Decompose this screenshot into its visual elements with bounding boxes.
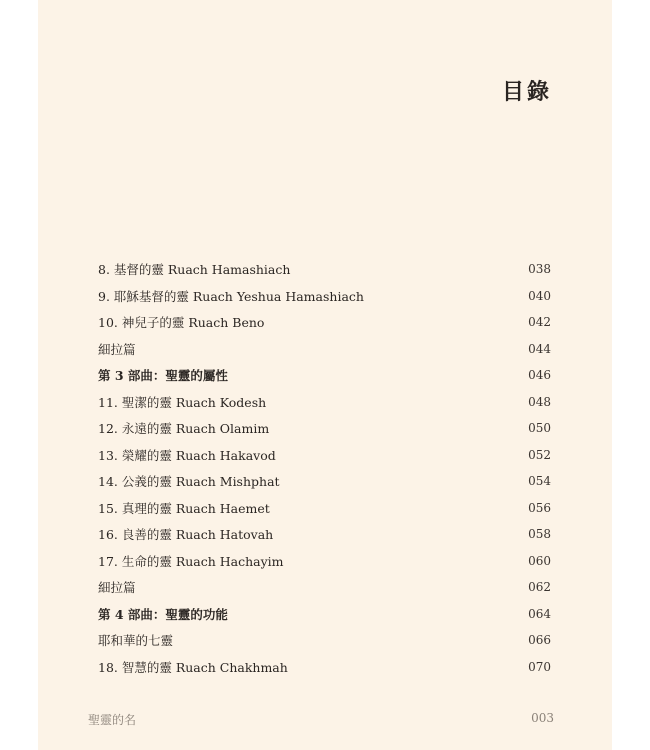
toc-entry-title: 細拉篇 [98, 341, 136, 357]
toc-entry-page: 052 [528, 447, 551, 462]
toc-entry[interactable] [98, 389, 551, 416]
toc-entry-page: 058 [528, 527, 551, 542]
toc-heading: 目錄 [501, 79, 552, 105]
toc-entry-page: 038 [528, 262, 551, 277]
toc-entry-page: 044 [528, 341, 551, 356]
toc-entry[interactable] [98, 521, 551, 548]
toc-entry-page: 048 [528, 394, 551, 409]
toc-entry[interactable] [98, 654, 551, 681]
toc-entry-page: 046 [528, 368, 551, 383]
toc-entry[interactable] [98, 495, 551, 522]
toc-entry-title: 18. 智慧的靈 Ruach Chakhmah [98, 659, 288, 675]
toc-entry[interactable] [98, 415, 551, 442]
toc-entry-title: 10. 神兒子的靈 Ruach Beno [98, 315, 265, 331]
toc-list [98, 256, 551, 680]
toc-entry[interactable] [98, 468, 551, 495]
toc-entry-title: 8. 基督的靈 Ruach Hamashiach [98, 262, 291, 278]
toc-entry[interactable] [98, 574, 551, 601]
toc-entry-title: 第 4 部曲：聖靈的功能 [98, 606, 228, 622]
toc-entry-title: 細拉篇 [98, 580, 136, 596]
toc-entry[interactable] [98, 336, 551, 363]
toc-entry-page: 050 [528, 421, 551, 436]
toc-entry-page: 060 [528, 553, 551, 568]
toc-entry-title: 14. 公義的靈 Ruach Mishphat [98, 474, 280, 490]
toc-entry-page: 064 [528, 606, 551, 621]
toc-entry-title: 12. 永遠的靈 Ruach Olamim [98, 421, 270, 437]
toc-part-heading[interactable] [98, 601, 551, 628]
toc-entry[interactable] [98, 283, 551, 310]
footer-page-number: 003 [531, 711, 554, 725]
toc-entry-title: 13. 榮耀的靈 Ruach Hakavod [98, 447, 276, 463]
toc-entry-page: 056 [528, 500, 551, 515]
toc-entry-page: 062 [528, 580, 551, 595]
toc-entry-page: 066 [528, 633, 551, 648]
toc-entry-title: 16. 良善的靈 Ruach Hatovah [98, 527, 274, 543]
toc-entry-title: 15. 真理的靈 Ruach Haemet [98, 500, 270, 516]
toc-entry-title: 耶和華的七靈 [98, 633, 174, 649]
toc-entry-title: 17. 生命的靈 Ruach Hachayim [98, 553, 284, 569]
toc-entry-title: 第 3 部曲：聖靈的屬性 [98, 368, 228, 384]
toc-entry-page: 040 [528, 288, 551, 303]
toc-entry[interactable] [98, 309, 551, 336]
toc-entry[interactable] [98, 442, 551, 469]
book-page [38, 0, 612, 750]
toc-entry-page: 070 [528, 659, 551, 674]
toc-entry[interactable] [98, 627, 551, 654]
toc-entry-page: 054 [528, 474, 551, 489]
toc-entry[interactable] [98, 548, 551, 575]
toc-entry-page: 042 [528, 315, 551, 330]
toc-part-heading[interactable] [98, 362, 551, 389]
toc-entry-title: 11. 聖潔的靈 Ruach Kodesh [98, 394, 267, 410]
toc-entry-title: 9. 耶穌基督的靈 Ruach Yeshua Hamashiach [98, 288, 364, 304]
footer-book-title: 聖靈的名 [88, 713, 137, 727]
toc-entry[interactable] [98, 256, 551, 283]
